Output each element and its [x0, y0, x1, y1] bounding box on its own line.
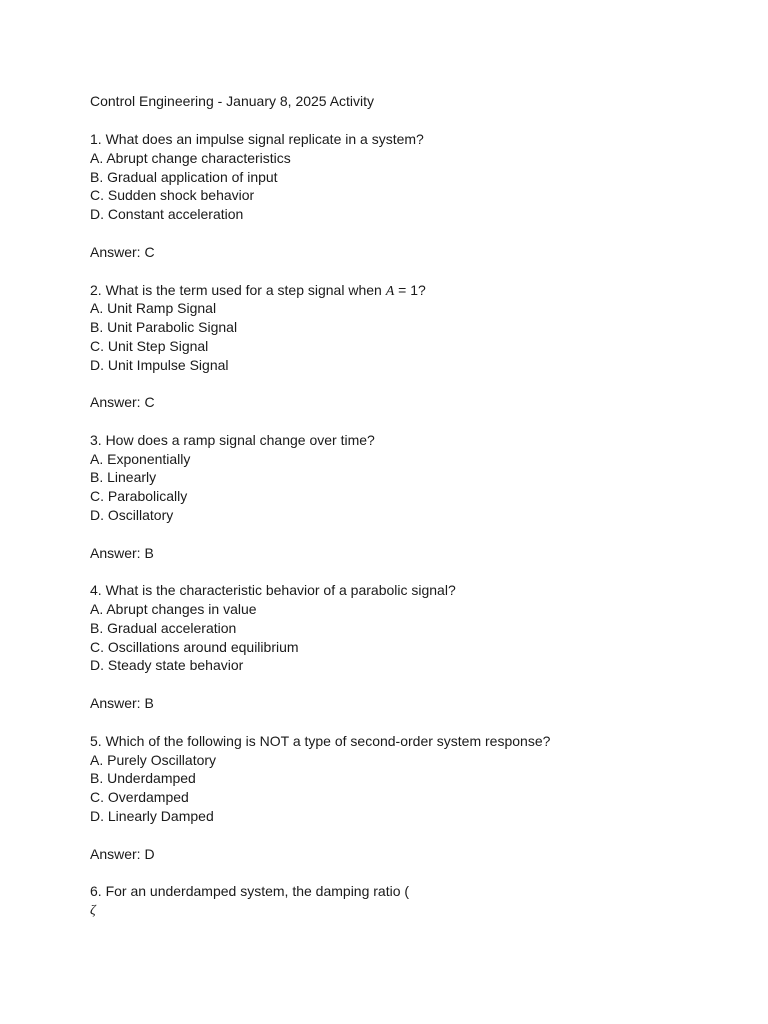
question-5-answer: Answer: D: [90, 846, 155, 862]
question-2-prompt-end: = 1?: [394, 282, 426, 298]
question-3-option-a: A. Exponentially: [90, 451, 191, 467]
question-1-option-a: A. Abrupt change characteristics: [90, 150, 291, 166]
question-4-answer: Answer: B: [90, 695, 154, 711]
question-4-prompt: 4. What is the characteristic behavior of a parabolic signal?: [90, 582, 456, 598]
question-3-prompt: 3. How does a ramp signal change over time?: [90, 432, 375, 448]
question-2-option-a: A. Unit Ramp Signal: [90, 300, 217, 316]
question-4-option-b: B. Gradual acceleration: [90, 620, 237, 636]
question-2-option-c: C. Unit Step Signal: [90, 338, 209, 354]
question-2-prompt-text: 2. What is the term used for a step signal when: [90, 282, 386, 298]
question-4-option-c: C. Oscillations around equilibrium: [90, 639, 299, 655]
document-title: Control Engineering - January 8, 2025 Activity: [90, 93, 375, 109]
question-5-option-d: D. Linearly Damped: [90, 808, 214, 824]
question-5-option-c: C. Overdamped: [90, 789, 189, 805]
variable-a: A: [385, 284, 395, 299]
question-6-prompt: 6. For an underdamped system, the damping ratio (: [90, 883, 410, 899]
question-1-answer: Answer: C: [90, 244, 155, 260]
question-4-option-a: A. Abrupt changes in value: [90, 601, 257, 617]
question-2-option-d: D. Unit Impulse Signal: [90, 357, 229, 373]
question-1-option-d: D. Constant acceleration: [90, 206, 244, 222]
zeta-symbol: ζ: [90, 903, 96, 918]
question-3-option-b: B. Linearly: [90, 469, 157, 485]
question-5-option-a: A. Purely Oscillatory: [90, 752, 217, 768]
question-3-option-d: D. Oscillatory: [90, 507, 174, 523]
question-4-option-d: D. Steady state behavior: [90, 657, 244, 673]
question-2-prompt: [90, 281, 426, 301]
question-5-option-b: B. Underdamped: [90, 770, 196, 786]
question-1-option-c: C. Sudden shock behavior: [90, 187, 255, 203]
question-2-answer: Answer: C: [90, 394, 155, 410]
question-1-option-b: B. Gradual application of input: [90, 169, 278, 185]
question-1-prompt: 1. What does an impulse signal replicate in a system?: [90, 131, 424, 147]
question-2-option-b: B. Unit Parabolic Signal: [90, 319, 238, 335]
question-3-answer: Answer: B: [90, 545, 154, 561]
question-5-prompt: 5. Which of the following is NOT a type of second-order system response?: [90, 733, 551, 749]
question-3-option-c: C. Parabolically: [90, 488, 188, 504]
